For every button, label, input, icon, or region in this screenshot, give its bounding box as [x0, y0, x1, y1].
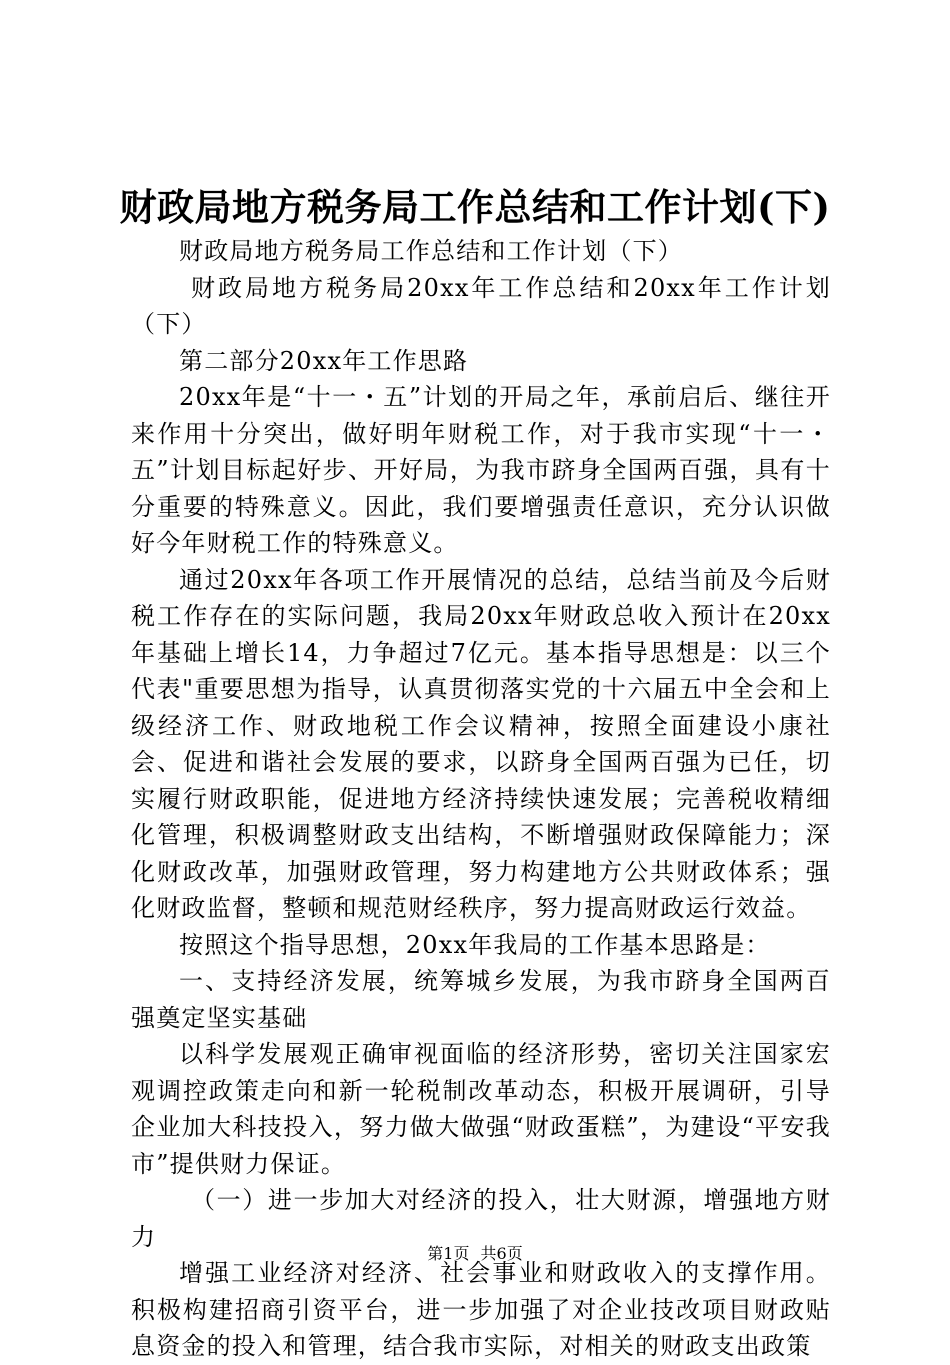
document-title: 财政局地方税务局工作总结和工作计划(下) — [119, 185, 831, 229]
paragraph: 通过20xx年各项工作开展情况的总结，总结当前及今后财税工作存在的实际问题，我局20xx年财政总收入预计在20xx年基础上增长14，力争超过7亿元。基本指导思想是：以三个代表"重要思想为指导，认真贯彻落实党的十六届五中全会和上级经济工作、财政地税工作会议精神，按照全面建设小康社会、促进和谐社会发展的要求，以跻身全国两百强为已任，切实履行财政职能，促进地方经济持续快速发展；完善税收精细化管理，积极调整财政支出结构，不断增强财政保障能力；深化财政改革，加强财政管理，努力构建地方公共财政体系；强化财政监督，整顿和规范财经秩序，努力提高财政运行效益。 — [131, 565, 831, 922]
paragraph: 以科学发展观正确审视面临的经济形势，密切关注国家宏观调控政策走向和新一轮税制改革动态，积极开展调研，引导企业加大科技投入，努力做大做强“财政蛋糕”，为建设“平安我市”提供财力保证。 — [131, 1040, 831, 1178]
paragraph: 财政局地方税务局工作总结和工作计划（下） — [179, 237, 683, 265]
paragraph: 20xx年是“十一・五”计划的开局之年，承前启后、继往开来作用十分突出，做好明年财税工作，对于我市实现“十一・五”计划目标起好步、开好局，为我市跻身全国两百强，具有十分重要的特殊意义。因此，我们要增强责任意识，充分认识做好今年财税工作的特殊意义。 — [131, 383, 831, 557]
document-body — [131, 233, 831, 1365]
paragraph: 财政局地方税务局20xx年工作总结和20xx年工作计划（下） — [131, 273, 831, 338]
paragraph: 增强工业经济对经济、社会事业和财政收入的支撑作用。积极构建招商引资平台，进一步加强了对企业技改项目财政贴息资金的投入和管理，结合我市实际，对相关的财政支出政策 — [131, 1259, 831, 1360]
page-number-footer: 第1页 共6页 — [427, 1244, 523, 1263]
section-heading: 一、支持经济发展，统筹城乡发展，为我市跻身全国两百强奠定坚实基础 — [131, 967, 831, 1032]
paragraph: 按照这个指导思想，20xx年我局的工作基本思路是： — [179, 930, 771, 959]
section-heading: 第二部分20xx年工作思路 — [179, 346, 469, 375]
subsection-heading: （一）进一步加大对经济的投入，壮大财源，增强地方财力 — [131, 1186, 831, 1251]
